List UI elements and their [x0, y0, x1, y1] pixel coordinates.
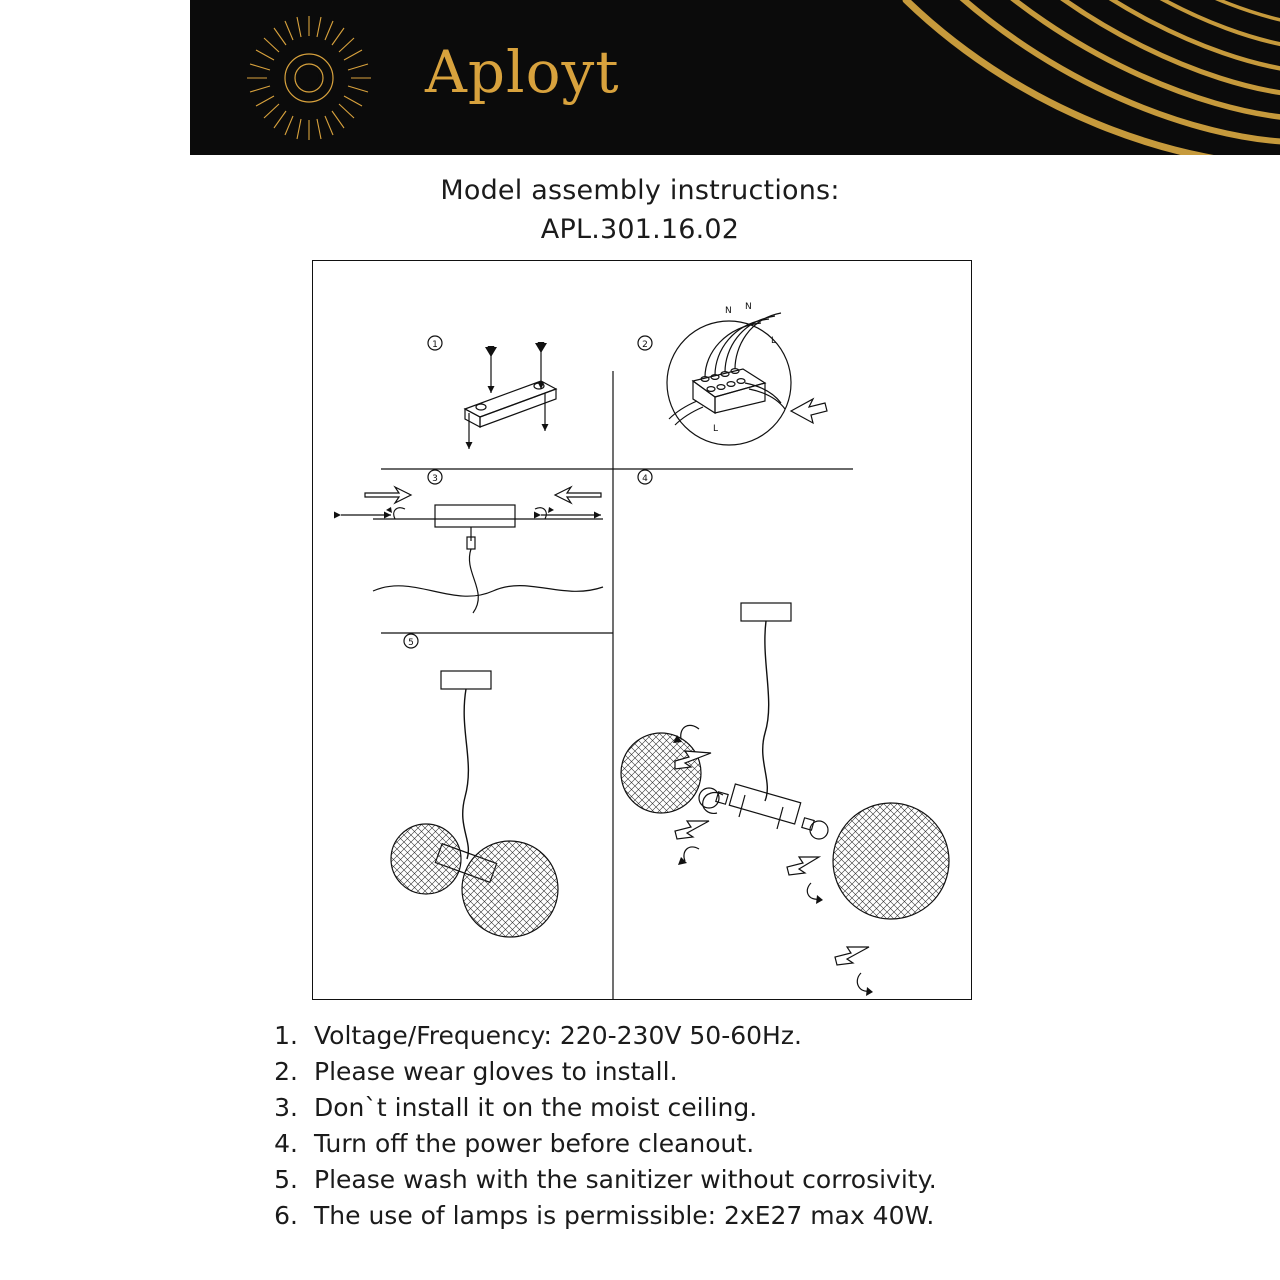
note-number: 6. [274, 1201, 298, 1230]
note-text: Please wear gloves to install. [314, 1057, 678, 1086]
note-number: 5. [274, 1165, 298, 1194]
note-number: 2. [274, 1057, 298, 1086]
header-banner [190, 0, 1280, 155]
list-item [250, 1018, 1070, 1054]
assembly-diagram [312, 260, 972, 1000]
svg-text:2: 2 [642, 340, 648, 350]
brand-name: Aployt [425, 38, 620, 106]
note-number: 1. [274, 1021, 298, 1050]
title-line-1: Model assembly instructions: [440, 175, 840, 206]
step-5-illustration [391, 634, 558, 937]
step-4-illustration [621, 470, 949, 996]
list-item [250, 1162, 1070, 1198]
step-3-illustration [341, 470, 603, 613]
note-text: Voltage/Frequency: 220-230V 50-60Hz. [314, 1021, 802, 1050]
fan-rays-icon [860, 0, 1280, 155]
note-text: The use of lamps is permissible: 2xE27 max 40W. [314, 1201, 935, 1230]
svg-text:5: 5 [408, 638, 414, 648]
note-text: Please wash with the sanitizer without corrosivity. [314, 1165, 937, 1194]
svg-text:3: 3 [432, 474, 438, 484]
step-2-illustration [638, 302, 827, 445]
svg-text:1: 1 [432, 340, 438, 350]
title-line-2: APL.301.16.02 [540, 214, 740, 245]
svg-text:4: 4 [642, 474, 648, 484]
list-item [250, 1126, 1070, 1162]
page-title [0, 175, 1280, 245]
step-1-illustration [428, 336, 556, 449]
sunburst-icon [245, 14, 373, 142]
list-item [250, 1054, 1070, 1090]
svg-text:N: N [725, 306, 732, 316]
svg-text:N: N [745, 302, 752, 312]
instruction-notes [250, 1018, 1070, 1234]
list-item [250, 1198, 1070, 1234]
svg-text:L: L [713, 424, 719, 434]
note-text: Don`t install it on the moist ceiling. [314, 1093, 758, 1122]
list-item [250, 1090, 1070, 1126]
note-text: Turn off the power before cleanout. [314, 1129, 755, 1158]
note-number: 3. [274, 1093, 298, 1122]
note-number: 4. [274, 1129, 298, 1158]
svg-text:L: L [771, 336, 777, 346]
